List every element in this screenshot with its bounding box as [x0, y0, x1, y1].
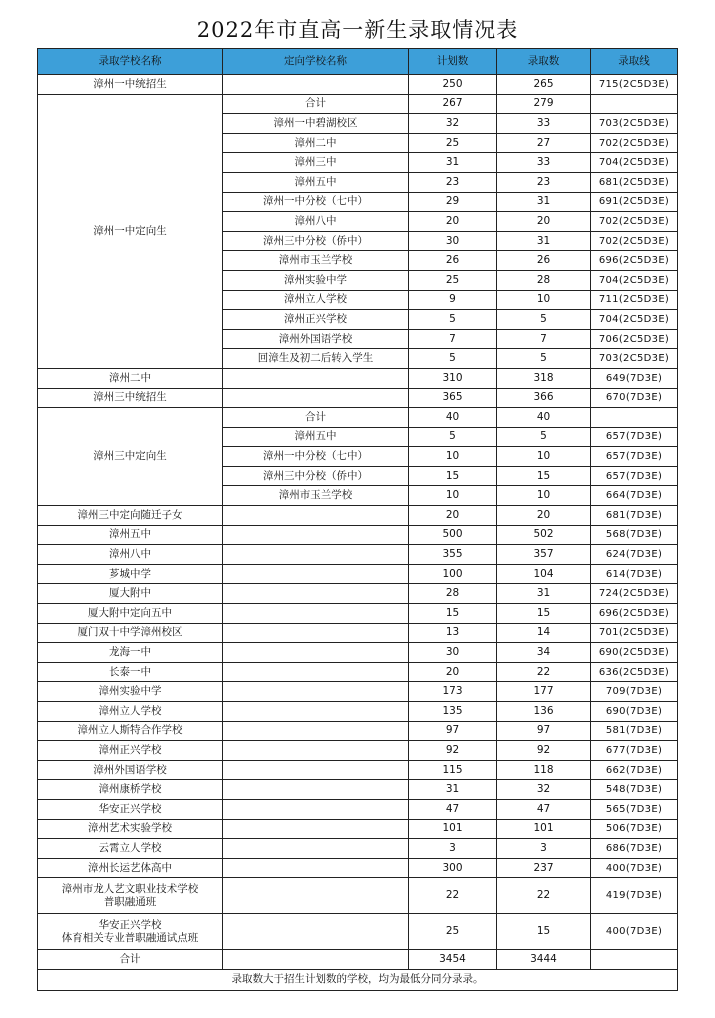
cell-target: 漳州市玉兰学校: [223, 251, 409, 271]
cell-plan: 250: [409, 75, 497, 95]
cell-admit: 10: [497, 486, 591, 506]
cell-plan: 15: [409, 604, 497, 624]
cell-target: 合计: [223, 94, 409, 114]
cell-plan: 30: [409, 643, 497, 663]
footnote: 录取数大于招生计划数的学校，均为最低分同分录录。: [38, 969, 678, 990]
cell-school: 漳州八中: [38, 545, 223, 565]
cell-line: 691(2C5D3E): [591, 192, 678, 212]
cell-plan: 9: [409, 290, 497, 310]
cell-line: 701(2C5D3E): [591, 623, 678, 643]
cell-plan: 5: [409, 427, 497, 447]
table-row: [38, 839, 678, 859]
table-row: [38, 94, 678, 114]
cell-plan: 267: [409, 94, 497, 114]
cell-admit: 177: [497, 682, 591, 702]
cell-line: 690(2C5D3E): [591, 643, 678, 663]
cell-target: 回漳生及初二后转入学生: [223, 349, 409, 369]
cell-school: 云霄立人学校: [38, 839, 223, 859]
cell-target: 漳州五中: [223, 427, 409, 447]
cell-admit: 3444: [497, 950, 591, 970]
cell-line: 702(2C5D3E): [591, 212, 678, 232]
cell-school: 漳州三中定向随迁子女: [38, 506, 223, 526]
cell-target: [223, 819, 409, 839]
cell-admit: 20: [497, 506, 591, 526]
cell-target: 漳州实验中学: [223, 270, 409, 290]
cell-line: 677(7D3E): [591, 741, 678, 761]
cell-plan: 10: [409, 486, 497, 506]
table-row: [38, 799, 678, 819]
cell-line: 657(7D3E): [591, 447, 678, 467]
cell-admit: 5: [497, 349, 591, 369]
cell-plan: 5: [409, 310, 497, 330]
cell-target: 漳州市玉兰学校: [223, 486, 409, 506]
cell-target: 漳州立人学校: [223, 290, 409, 310]
cell-line: 649(7D3E): [591, 368, 678, 388]
table-row: [38, 564, 678, 584]
cell-line: 702(2C5D3E): [591, 133, 678, 153]
cell-target: 漳州正兴学校: [223, 310, 409, 330]
cell-school: 漳州外国语学校: [38, 760, 223, 780]
cell-line: 548(7D3E): [591, 780, 678, 800]
cell-plan: 115: [409, 760, 497, 780]
table-row: [38, 662, 678, 682]
cell-school: 漳州市龙人艺文职业技术学校 普职融通班: [38, 878, 223, 914]
cell-school: 芗城中学: [38, 564, 223, 584]
cell-plan: 5: [409, 349, 497, 369]
cell-school: 漳州康桥学校: [38, 780, 223, 800]
cell-admit: 14: [497, 623, 591, 643]
cell-line: 664(7D3E): [591, 486, 678, 506]
cell-school: 厦大附中定向五中: [38, 604, 223, 624]
cell-target: [223, 545, 409, 565]
cell-target: [223, 741, 409, 761]
cell-admit: 28: [497, 270, 591, 290]
cell-school: 厦大附中: [38, 584, 223, 604]
cell-admit: 34: [497, 643, 591, 663]
cell-school: 漳州二中: [38, 368, 223, 388]
cell-line: 400(7D3E): [591, 858, 678, 878]
table-row: [38, 721, 678, 741]
cell-admit: 5: [497, 427, 591, 447]
cell-plan: 310: [409, 368, 497, 388]
table-row: [38, 604, 678, 624]
cell-plan: 3: [409, 839, 497, 859]
cell-admit: 3: [497, 839, 591, 859]
cell-target: 漳州八中: [223, 212, 409, 232]
cell-target: 漳州一中分校（七中）: [223, 192, 409, 212]
cell-school: 合计: [38, 950, 223, 970]
cell-target: [223, 839, 409, 859]
cell-admit: 10: [497, 290, 591, 310]
cell-line: 703(2C5D3E): [591, 349, 678, 369]
cell-admit: 7: [497, 329, 591, 349]
cell-line: 681(2C5D3E): [591, 172, 678, 192]
table-row: [38, 682, 678, 702]
cell-target: [223, 702, 409, 722]
cell-plan: 25: [409, 133, 497, 153]
cell-target: 漳州三中: [223, 153, 409, 173]
cell-admit: 10: [497, 447, 591, 467]
cell-admit: 136: [497, 702, 591, 722]
cell-school: 漳州三中定向生: [38, 408, 223, 506]
cell-admit: 23: [497, 172, 591, 192]
cell-plan: 31: [409, 153, 497, 173]
cell-plan: 100: [409, 564, 497, 584]
table-header-row: [38, 49, 678, 75]
cell-line: 670(7D3E): [591, 388, 678, 408]
col-header-target: 定向学校名称: [223, 49, 409, 75]
col-header-line: 录取线: [591, 49, 678, 75]
cell-line: 709(7D3E): [591, 682, 678, 702]
table-row: [38, 741, 678, 761]
table-row: [38, 702, 678, 722]
cell-plan: 500: [409, 525, 497, 545]
cell-plan: 30: [409, 231, 497, 251]
cell-admit: 279: [497, 94, 591, 114]
cell-target: [223, 760, 409, 780]
cell-line: 686(7D3E): [591, 839, 678, 859]
cell-plan: 25: [409, 914, 497, 950]
cell-target: 漳州一中分校（七中）: [223, 447, 409, 467]
cell-school: 漳州一中统招生: [38, 75, 223, 95]
cell-line: [591, 950, 678, 970]
cell-line: 636(2C5D3E): [591, 662, 678, 682]
cell-target: [223, 388, 409, 408]
cell-target: [223, 623, 409, 643]
cell-school: 漳州实验中学: [38, 682, 223, 702]
cell-target: 漳州外国语学校: [223, 329, 409, 349]
cell-target: [223, 914, 409, 950]
cell-admit: 357: [497, 545, 591, 565]
cell-line: 400(7D3E): [591, 914, 678, 950]
cell-admit: 47: [497, 799, 591, 819]
cell-line: 419(7D3E): [591, 878, 678, 914]
cell-target: [223, 525, 409, 545]
cell-plan: 173: [409, 682, 497, 702]
cell-admit: 40: [497, 408, 591, 428]
table-row: [38, 760, 678, 780]
cell-school: 漳州五中: [38, 525, 223, 545]
cell-target: 漳州五中: [223, 172, 409, 192]
cell-plan: 300: [409, 858, 497, 878]
cell-line: 703(2C5D3E): [591, 114, 678, 134]
cell-plan: 25: [409, 270, 497, 290]
cell-line: 506(7D3E): [591, 819, 678, 839]
cell-plan: 20: [409, 662, 497, 682]
cell-line: 657(7D3E): [591, 466, 678, 486]
cell-plan: 355: [409, 545, 497, 565]
cell-school: 漳州一中定向生: [38, 94, 223, 368]
cell-school: 漳州长运艺体高中: [38, 858, 223, 878]
cell-line: 690(7D3E): [591, 702, 678, 722]
cell-line: 565(7D3E): [591, 799, 678, 819]
table-row: [38, 584, 678, 604]
cell-target: [223, 584, 409, 604]
cell-line: 696(2C5D3E): [591, 251, 678, 271]
table-row: [38, 408, 678, 428]
cell-admit: 265: [497, 75, 591, 95]
cell-plan: 101: [409, 819, 497, 839]
cell-target: 漳州二中: [223, 133, 409, 153]
cell-school: 长泰一中: [38, 662, 223, 682]
admission-table: [37, 48, 678, 991]
cell-line: 704(2C5D3E): [591, 310, 678, 330]
cell-target: 漳州三中分校（侨中）: [223, 466, 409, 486]
cell-line: 657(7D3E): [591, 427, 678, 447]
cell-admit: 20: [497, 212, 591, 232]
cell-admit: 237: [497, 858, 591, 878]
cell-line: 711(2C5D3E): [591, 290, 678, 310]
cell-target: [223, 368, 409, 388]
cell-target: [223, 506, 409, 526]
table-row: [38, 525, 678, 545]
cell-admit: 15: [497, 604, 591, 624]
cell-admit: 32: [497, 780, 591, 800]
cell-target: [223, 682, 409, 702]
cell-target: 漳州三中分校（侨中）: [223, 231, 409, 251]
cell-admit: 502: [497, 525, 591, 545]
cell-target: [223, 564, 409, 584]
cell-admit: 33: [497, 114, 591, 134]
cell-line: 704(2C5D3E): [591, 153, 678, 173]
cell-admit: 27: [497, 133, 591, 153]
cell-plan: 47: [409, 799, 497, 819]
cell-school: 龙海一中: [38, 643, 223, 663]
cell-admit: 22: [497, 878, 591, 914]
table-row: [38, 819, 678, 839]
table-row: [38, 545, 678, 565]
cell-school: 漳州立人学校: [38, 702, 223, 722]
cell-line: 568(7D3E): [591, 525, 678, 545]
table-row: [38, 914, 678, 950]
cell-plan: 32: [409, 114, 497, 134]
cell-line: [591, 408, 678, 428]
cell-target: 合计: [223, 408, 409, 428]
table-row: [38, 506, 678, 526]
cell-line: 715(2C5D3E): [591, 75, 678, 95]
cell-admit: 15: [497, 914, 591, 950]
cell-admit: 92: [497, 741, 591, 761]
table-row: [38, 780, 678, 800]
cell-target: [223, 858, 409, 878]
cell-plan: 3454: [409, 950, 497, 970]
cell-plan: 365: [409, 388, 497, 408]
cell-plan: 20: [409, 212, 497, 232]
cell-school: 漳州艺术实验学校: [38, 819, 223, 839]
cell-line: [591, 94, 678, 114]
cell-school: 厦门双十中学漳州校区: [38, 623, 223, 643]
table-body: [38, 75, 678, 970]
cell-target: [223, 799, 409, 819]
cell-target: [223, 662, 409, 682]
cell-admit: 118: [497, 760, 591, 780]
cell-target: [223, 721, 409, 741]
cell-line: 681(7D3E): [591, 506, 678, 526]
cell-admit: 15: [497, 466, 591, 486]
cell-target: [223, 643, 409, 663]
cell-admit: 97: [497, 721, 591, 741]
cell-admit: 318: [497, 368, 591, 388]
cell-target: [223, 604, 409, 624]
cell-line: 706(2C5D3E): [591, 329, 678, 349]
cell-plan: 10: [409, 447, 497, 467]
cell-admit: 26: [497, 251, 591, 271]
cell-school: 华安正兴学校 体育相关专业普职融通试点班: [38, 914, 223, 950]
table-row: [38, 623, 678, 643]
table-row: [38, 950, 678, 970]
cell-school: 漳州立人斯特合作学校: [38, 721, 223, 741]
cell-line: 702(2C5D3E): [591, 231, 678, 251]
cell-line: 724(2C5D3E): [591, 584, 678, 604]
table-row: [38, 368, 678, 388]
table-row: [38, 388, 678, 408]
cell-admit: 366: [497, 388, 591, 408]
table-row: [38, 878, 678, 914]
cell-plan: 23: [409, 172, 497, 192]
table-row: [38, 858, 678, 878]
cell-plan: 22: [409, 878, 497, 914]
cell-school: 漳州三中统招生: [38, 388, 223, 408]
cell-plan: 31: [409, 780, 497, 800]
cell-admit: 22: [497, 662, 591, 682]
cell-admit: 104: [497, 564, 591, 584]
cell-line: 696(2C5D3E): [591, 604, 678, 624]
cell-admit: 31: [497, 584, 591, 604]
cell-plan: 15: [409, 466, 497, 486]
cell-admit: 33: [497, 153, 591, 173]
cell-target: [223, 75, 409, 95]
col-header-admit: 录取数: [497, 49, 591, 75]
cell-plan: 26: [409, 251, 497, 271]
cell-school: 漳州正兴学校: [38, 741, 223, 761]
cell-admit: 31: [497, 192, 591, 212]
cell-plan: 28: [409, 584, 497, 604]
cell-line: 624(7D3E): [591, 545, 678, 565]
cell-admit: 31: [497, 231, 591, 251]
cell-plan: 92: [409, 741, 497, 761]
col-header-school: 录取学校名称: [38, 49, 223, 75]
cell-plan: 29: [409, 192, 497, 212]
cell-line: 614(7D3E): [591, 564, 678, 584]
cell-plan: 20: [409, 506, 497, 526]
table-row: [38, 75, 678, 95]
col-header-plan: 计划数: [409, 49, 497, 75]
cell-target: [223, 950, 409, 970]
cell-target: [223, 780, 409, 800]
cell-plan: 7: [409, 329, 497, 349]
cell-line: 581(7D3E): [591, 721, 678, 741]
cell-plan: 135: [409, 702, 497, 722]
cell-admit: 101: [497, 819, 591, 839]
cell-line: 662(7D3E): [591, 760, 678, 780]
cell-school: 华安正兴学校: [38, 799, 223, 819]
cell-plan: 97: [409, 721, 497, 741]
cell-target: [223, 878, 409, 914]
cell-line: 704(2C5D3E): [591, 270, 678, 290]
cell-plan: 13: [409, 623, 497, 643]
page-title: 2022年市直高一新生录取情况表: [196, 18, 519, 42]
cell-admit: 5: [497, 310, 591, 330]
cell-plan: 40: [409, 408, 497, 428]
table-row: [38, 643, 678, 663]
cell-target: 漳州一中碧湖校区: [223, 114, 409, 134]
